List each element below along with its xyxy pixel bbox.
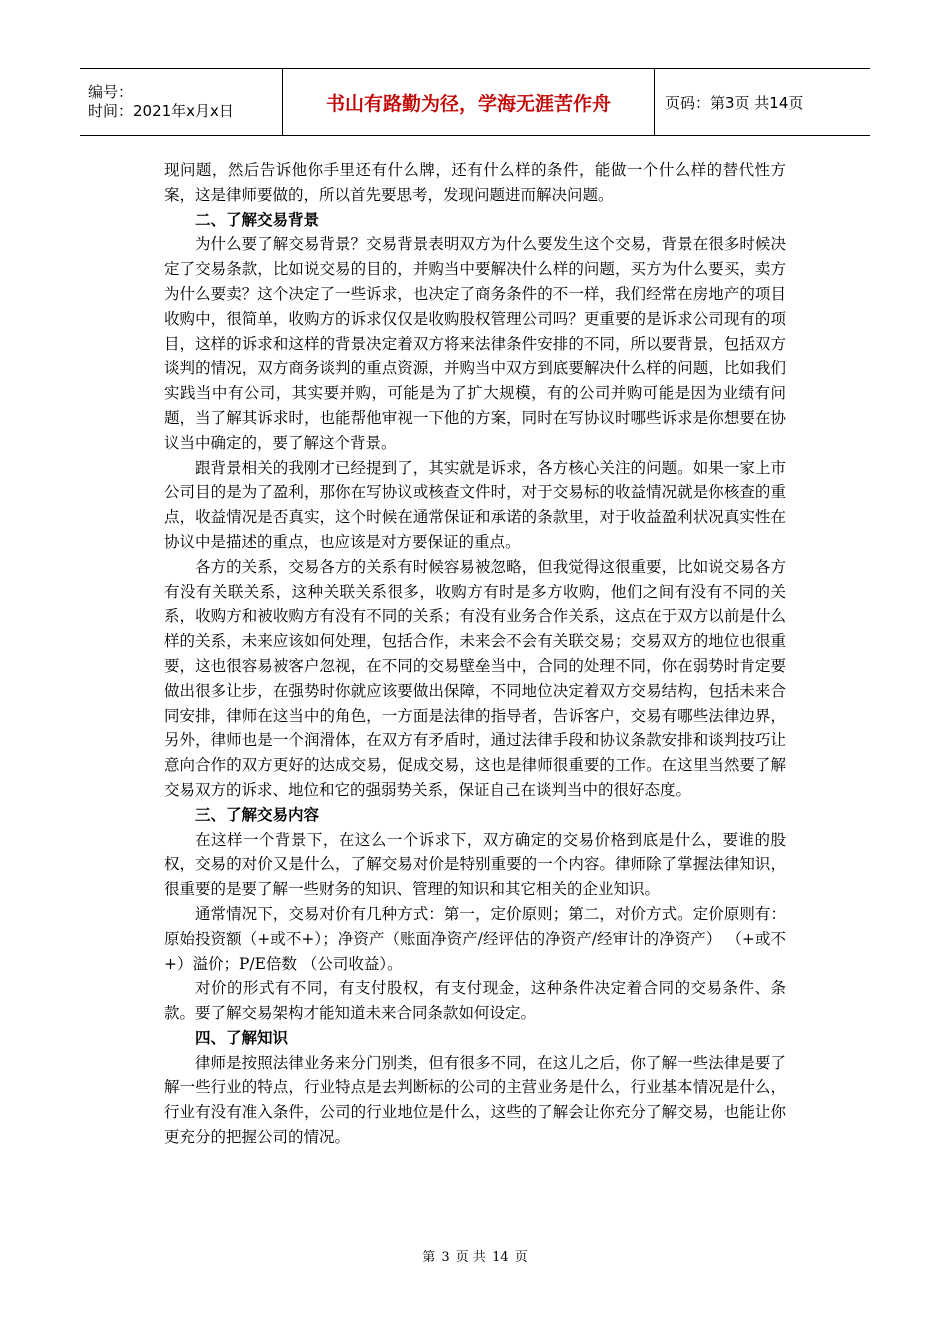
paragraph: 对价的形式有不同，有支付股权，有支付现金，这种条件决定着合同的交易条件、条款。要了解交易架构才能知道未来合同条款如何设定。 — [164, 979, 786, 1023]
paragraph: 为什么要了解交易背景？交易背景表明双方为什么要发生这个交易，背景在很多时候决定了交易条款，比如说交易的目的，并购当中要解决什么样的问题，买方为什么要买，卖方为什么要卖？这个决定了一些诉求，也决定了商务条件的不一样，我们经常在房地产的项目收购中，很简单，收购方的诉求仅仅是收购股权管理公司吗？更重要的是诉求公司现有的项目，这样的诉求和这样的背景决定着双方将来法律条件安排的不同，所以要背景，包括双方谈判的情况，双方商务谈判的重点资源，并购当中双方到底要解决什么样的问题，比如我们实践当中有公司，其实要并购，可能是为了扩大规模，有的公司并购可能是因为业绩有问题，当了解其诉求时，也能帮他审视一下他的方案，同时在写协议时哪些诉求是你想要在协议当中确定的，要了解这个背景。 — [164, 235, 786, 452]
section-heading-2: 二、了解交易背景 — [195, 209, 320, 229]
paragraph: 通常情况下，交易对价有几种方式：第一，定价原则；第二，对价方式。定价原则有：原始投资额（+或不+）；净资产（账面净资产/经评估的净资产/经审计的净资产） （+或不+）溢价；P/E倍数 （公司收益）。 — [164, 904, 786, 973]
header-motto: 书山有路勤为径，学海无涯苦作舟 — [282, 69, 655, 135]
document-time-label: 时间：2021年x月x日 — [88, 102, 234, 120]
section-heading-4: 四、了解知识 — [195, 1027, 289, 1047]
footer-middle: 页 共 — [455, 1250, 486, 1265]
paragraph: 各方的关系，交易各方的关系有时候容易被忽略，但我觉得这很重要，比如说交易各方有没有关联关系，这种关联关系很多，收购方有时是多方收购，他们之间有没有不同的关系，收购方和被收购方有没有不同的关系；有没有业务合作关系，这点在于双方以前是什么样的关系，未来应该如何处理，包括合作，未来会不会有关联交易；交易双方的地位也很重要，这也很容易被客户忽视，在不同的交易壁垒当中，合同的处理不同，你在弱势时肯定要做出很多让步，在强势时你就应该要做出保障，不同地位决定着双方交易结构，包括未来合同安排，律师在这当中的角色，一方面是法律的指导者，告诉客户，交易有哪些法律边界，另外，律师也是一个润滑体，在双方有矛盾时，通过法律手段和协议条款安排和谈判技巧让意向合作的双方更好的达成交易，促成交易，这也是律师很重要的工作。在这里当然要了解交易双方的诉求、地位和它的强弱势关系，保证自己在谈判当中的很好态度。 — [164, 557, 786, 799]
document-number-label: 编号： — [88, 83, 134, 101]
paragraph: 律师是按照法律业务来分门别类，但有很多不同，在这儿之后，你了解一些法律是要了解一些行业的特点，行业特点是去判断标的公司的主营业务是什么，行业基本情况是什么，行业有没有准入条件，公司的行业地位是什么，这些的了解会让你充分了解交易，也能让你更充分的把握公司的情况。 — [164, 1053, 786, 1147]
paragraph: 跟背景相关的我刚才已经提到了，其实就是诉求，各方核心关注的问题。如果一家上市公司目的是为了盈利，那你在写协议或核查文件时，对于交易标的收益情况就是你核查的重点，收益情况是否真实，这个时候在通常保证和承诺的条款里，对于收益盈利状况真实性在协议中是描述的重点，也应该是对方要保证的重点。 — [164, 458, 786, 551]
page-header — [80, 68, 870, 136]
footer-suffix: 页 — [514, 1250, 528, 1265]
footer-total-pages: 14 — [492, 1250, 509, 1265]
header-meta — [80, 69, 282, 135]
paragraph-intro: 现问题，然后告诉他你手里还有什么牌，还有什么样的条件，能做一个什么样的替代性方案，这是律师要做的，所以首先要思考，发现问题进而解决问题。 — [164, 161, 786, 204]
footer-page-number: 3 — [441, 1250, 450, 1265]
section-heading-3: 三、了解交易内容 — [195, 804, 320, 824]
paragraph: 在这样一个背景下，在这么一个诉求下，双方确定的交易价格到底是什么，要谁的股权，交易的对价又是什么，了解交易对价是特别重要的一个内容。律师除了掌握法律知识，很重要的是要了解一些财务的知识、管理的知识和其它相关的企业知识。 — [164, 830, 786, 899]
page-footer — [0, 1246, 950, 1265]
document-body — [164, 158, 786, 1150]
footer-prefix: 第 — [422, 1250, 436, 1265]
header-page-info: 页码：第3页 共14页 — [665, 93, 804, 112]
